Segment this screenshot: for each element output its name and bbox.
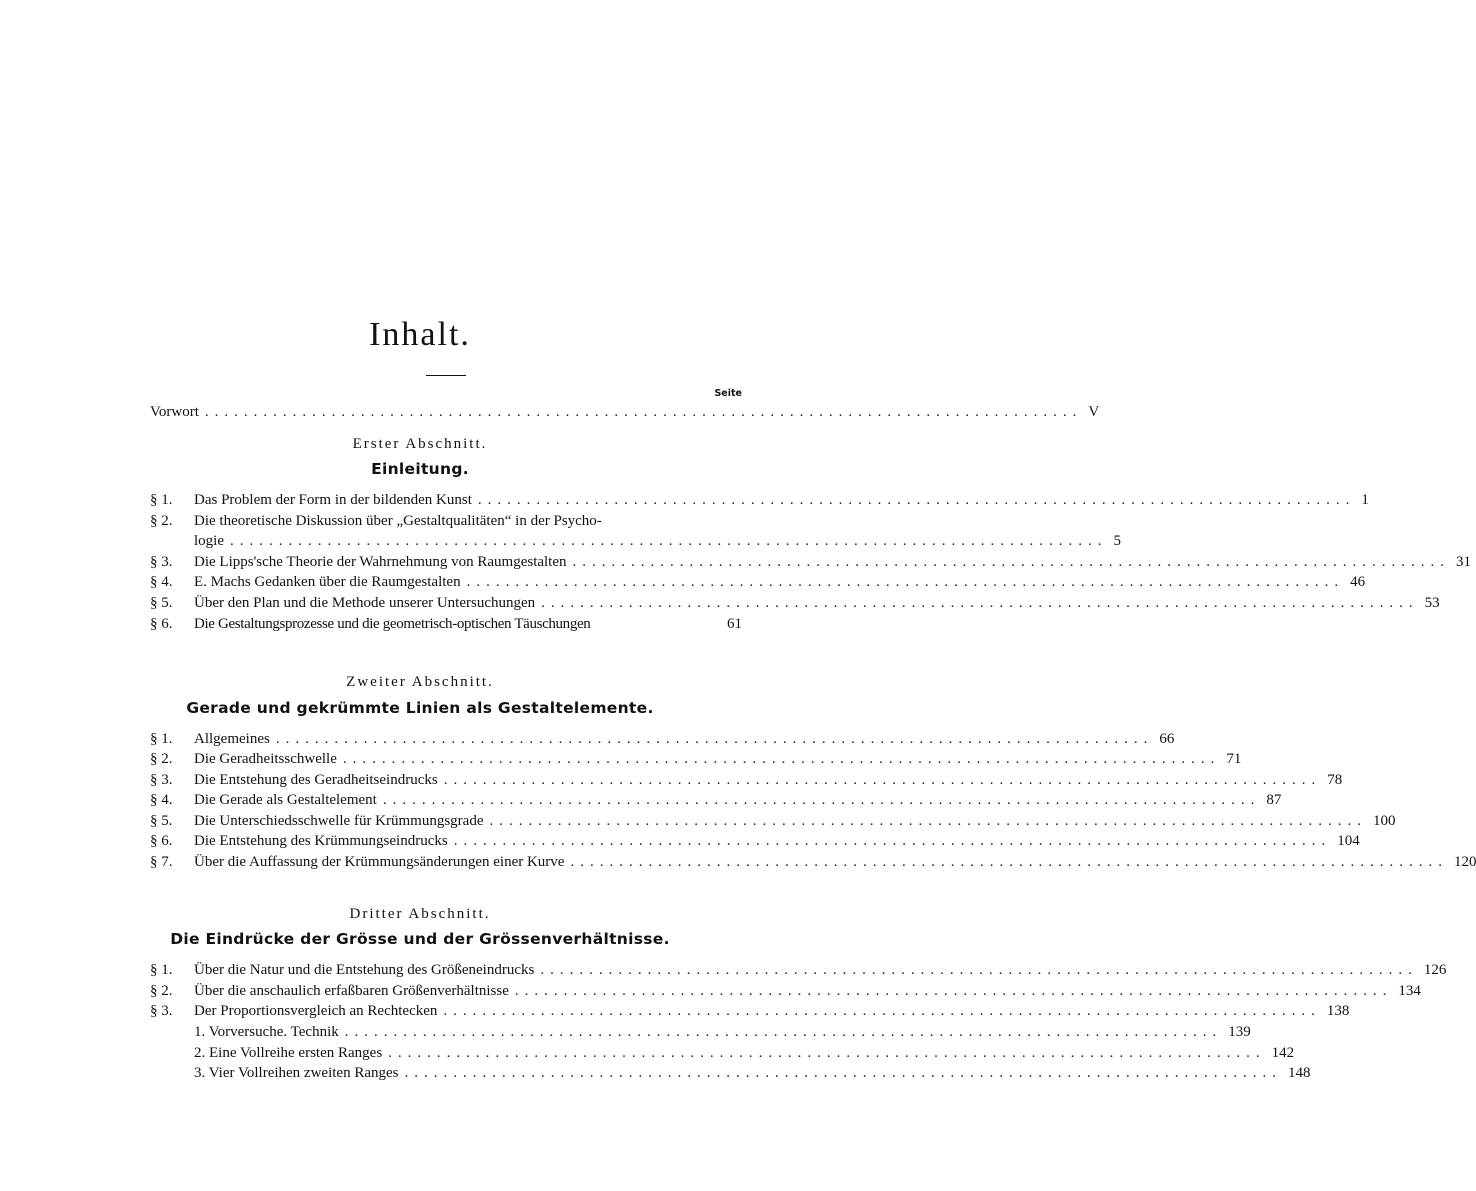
leader-dots: .......................................................................................... [540, 962, 1418, 978]
toc-entry-number: § 6. [150, 616, 173, 632]
toc-entry-number: § 3. [150, 554, 173, 570]
toc-entry-number: § 1. [150, 492, 173, 508]
toc-entry-page: 120 [1453, 854, 1476, 870]
toc-entry-title: Die Geradheitsschwelle [194, 751, 337, 767]
toc-entry-page: 139 [1228, 1024, 1251, 1040]
toc-entry-title: Die Gestaltungsprozesse und die geometrisch-optischen Täuschungen [194, 616, 591, 632]
leader-dots: .......................................................................................... [204, 404, 1083, 420]
leader-dots: .......................................................................................... [570, 854, 1448, 870]
toc-entry[interactable] [150, 490, 1369, 510]
toc-entry[interactable] [150, 552, 1472, 572]
toc-entry-number: § 2. [150, 513, 173, 529]
toc-entry-page: 87 [1266, 792, 1282, 808]
toc-entry-title: Die Entstehung des Krümmungseindrucks [194, 833, 448, 849]
toc-entry-page: 138 [1326, 1003, 1350, 1019]
toc-entry-title: 3. Vier Vollreihen zweiten Ranges [194, 1065, 399, 1081]
leader-dots: .......................................................................................... [230, 533, 1108, 549]
toc-entry-title: Über die Natur und die Entstehung des Größeneindrucks [194, 962, 535, 978]
leader-dots: .......................................................................................... [275, 731, 1154, 747]
leader-dots: .......................................................................................... [514, 983, 1393, 999]
toc-entry-page: 53 [1424, 595, 1440, 611]
toc-entry-page: 66 [1159, 731, 1175, 747]
page-column-label: Seite [714, 388, 742, 399]
toc-entry[interactable] [150, 1001, 1350, 1021]
toc-entry-page: 134 [1398, 983, 1421, 999]
toc-entry-title: logie [194, 533, 224, 549]
leader-dots: .......................................................................................... [342, 751, 1221, 767]
toc-entry-number: § 5. [150, 595, 173, 611]
toc-entry-continuation[interactable] [150, 531, 1121, 551]
toc-entry-page: 31 [1456, 554, 1472, 570]
leader-dots: .......................................................................................... [404, 1065, 1282, 1081]
toc-entry-number: § 4. [150, 792, 173, 808]
toc-entry-number: § 6. [150, 833, 173, 849]
toc-entry-title: Die Lipps'sche Theorie der Wahrnehmung von Raumgestalten [194, 554, 567, 570]
toc-entry-title: Die Unterschiedsschwelle für Krümmungsgrade [194, 813, 484, 829]
leader-dots: .......................................................................................... [388, 1045, 1266, 1061]
toc-entry-title: Die Entstehung des Geradheitseindrucks [194, 772, 438, 788]
leader-dots: .......................................................................................... [344, 1024, 1223, 1040]
toc-entry-vorwort[interactable] [150, 402, 1100, 422]
leader-dots: .......................................................................................... [443, 1003, 1321, 1019]
toc-entry-number: § 2. [150, 751, 173, 767]
toc-subentry[interactable] [150, 1043, 1295, 1063]
toc-entry-page: 142 [1271, 1045, 1295, 1061]
toc-entry[interactable] [150, 811, 1396, 831]
toc-entry-number: § 4. [150, 574, 173, 590]
section-heading-3: Dritter Abschnitt. [349, 906, 491, 922]
toc-entry-title: E. Machs Gedanken über die Raumgestalten [194, 574, 461, 590]
toc-entry[interactable] [150, 749, 1242, 769]
toc-entry[interactable] [150, 593, 1440, 613]
toc-entry-number: § 3. [150, 772, 173, 788]
leader-dots: .......................................................................................... [466, 574, 1345, 590]
section-subtitle-1: Einleitung. [371, 460, 469, 478]
toc-entry-page: 5 [1113, 533, 1121, 549]
toc-entry-number: § 1. [150, 731, 173, 747]
leader-dots: .......................................................................................... [477, 492, 1356, 508]
toc-subentry[interactable] [150, 1063, 1311, 1083]
leader-dots: .......................................................................................... [453, 833, 1332, 849]
toc-entry[interactable] [150, 729, 1175, 749]
toc-entry[interactable] [150, 614, 742, 634]
leader-dots: .......................................................................................... [382, 792, 1261, 808]
toc-entry-title: Die theoretische Diskussion über „Gestaltqualitäten“ in der Psycho- [194, 513, 602, 529]
toc-entry-number: § 3. [150, 1003, 173, 1019]
toc-entry-page: 61 [727, 616, 742, 632]
toc-entry-title: Der Proportionsvergleich an Rechtecken [194, 1003, 438, 1019]
toc-entry-number: § 1. [150, 962, 173, 978]
toc-entry[interactable] [150, 511, 742, 531]
toc-entry-page: 148 [1287, 1065, 1311, 1081]
toc-entry-title: Vorwort [150, 404, 199, 420]
leader-dots: .......................................................................................... [572, 554, 1451, 570]
section-subtitle-2: Gerade und gekrümmte Linien als Gestaltelemente. [186, 699, 654, 717]
toc-entry[interactable] [150, 960, 1447, 980]
toc-entry-number: § 5. [150, 813, 173, 829]
toc-entry-page: 100 [1373, 813, 1396, 829]
toc-entry-page: 1 [1361, 492, 1369, 508]
toc-entry-page: 78 [1327, 772, 1343, 788]
toc-entry-title: Allgemeines [194, 731, 270, 747]
toc-entry[interactable] [150, 981, 1421, 1001]
toc-entry-page: V [1088, 404, 1100, 420]
toc-entry-page: 126 [1423, 962, 1447, 978]
toc-entry-page: 104 [1337, 833, 1360, 849]
toc-entry[interactable] [150, 572, 1366, 592]
leader-dots: .......................................................................................... [541, 595, 1419, 611]
toc-entry-title: Das Problem der Form in der bildenden Kunst [194, 492, 472, 508]
leader-dots: .......................................................................................... [489, 813, 1367, 829]
toc-entry[interactable] [150, 770, 1343, 790]
page-title: Inhalt. [369, 316, 471, 353]
toc-entry-title: Über den Plan und die Methode unserer Untersuchungen [194, 595, 536, 611]
toc-entry[interactable] [150, 852, 1476, 872]
toc-entry-page: 46 [1350, 574, 1366, 590]
toc-entry-title: 2. Eine Vollreihe ersten Ranges [194, 1045, 383, 1061]
toc-entry-title: Über die anschaulich erfaßbaren Größenverhältnisse [194, 983, 509, 999]
toc-entry-page: 71 [1226, 751, 1242, 767]
toc-entry[interactable] [150, 790, 1282, 810]
title-divider [426, 375, 466, 376]
toc-entry-title: Über die Auffassung der Krümmungsänderungen einer Kurve [194, 854, 565, 870]
toc-entry-title: Die Gerade als Gestaltelement [194, 792, 377, 808]
toc-entry-number: § 2. [150, 983, 173, 999]
leader-dots: .......................................................................................... [443, 772, 1322, 788]
section-heading-1: Erster Abschnitt. [352, 436, 488, 452]
toc-entry-title: 1. Vorversuche. Technik [194, 1024, 339, 1040]
toc-entry[interactable] [150, 831, 1360, 851]
section-subtitle-3: Die Eindrücke der Grösse und der Grössenverhältnisse. [170, 930, 670, 948]
toc-subentry[interactable] [150, 1022, 1251, 1042]
toc-entry-number: § 7. [150, 854, 173, 870]
section-heading-2: Zweiter Abschnitt. [346, 674, 494, 690]
